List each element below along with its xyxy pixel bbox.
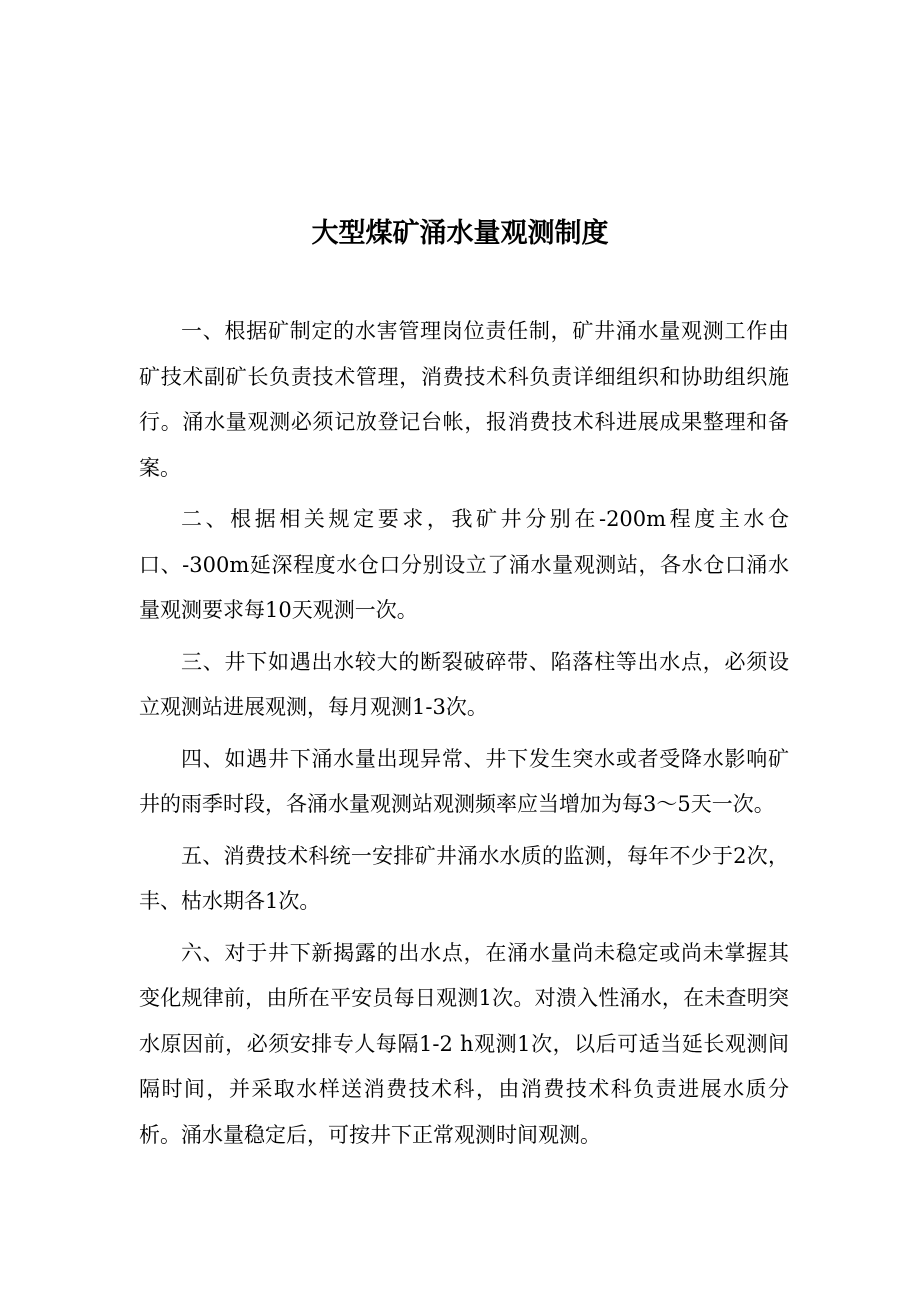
document-body	[139, 309, 789, 1158]
document-title: 大型煤矿涌水量观测制度	[311, 218, 609, 249]
paragraph-2: 二、根据相关规定要求，我矿井分别在-200m程度主水仓口、-300m延深程度水仓口分别设立了涌水量观测站，各水仓口涌水量观测要求每10天观测一次。	[139, 507, 789, 622]
paragraph-5: 五、消费技术科统一安排矿井涌水水质的监测，每年不少于2次，丰、枯水期各1次。	[139, 843, 789, 913]
paragraph-4: 四、如遇井下涌水量出现异常、井下发生突水或者受降水影响矿井的雨季时段，各涌水量观测站观测频率应当增加为每3～5天一次。	[139, 746, 789, 816]
paragraph-1: 一、根据矿制定的水害管理岗位责任制，矿井涌水量观测工作由矿技术副矿长负责技术管理，消费技术科负责详细组织和协助组织施行。涌水量观测必须记放登记台帐，报消费技术科进展成果整理和备案。	[139, 319, 789, 480]
paragraph-3: 三、井下如遇出水较大的断裂破碎带、陷落柱等出水点，必须设立观测站进展观测，每月观测1-3次。	[139, 649, 789, 719]
paragraph-6: 六、对于井下新揭露的出水点，在涌水量尚未稳定或尚未掌握其变化规律前，由所在平安员每日观测1次。对溃入性涌水，在未查明突水原因前，必须安排专人每隔1-2 h观测1次，以后可适当延长观测间隔时间，并采取水样送消费技术科，由消费技术科负责进展水质分析。涌水量稳定后，可按井下正常观测时间观测。	[139, 940, 789, 1147]
